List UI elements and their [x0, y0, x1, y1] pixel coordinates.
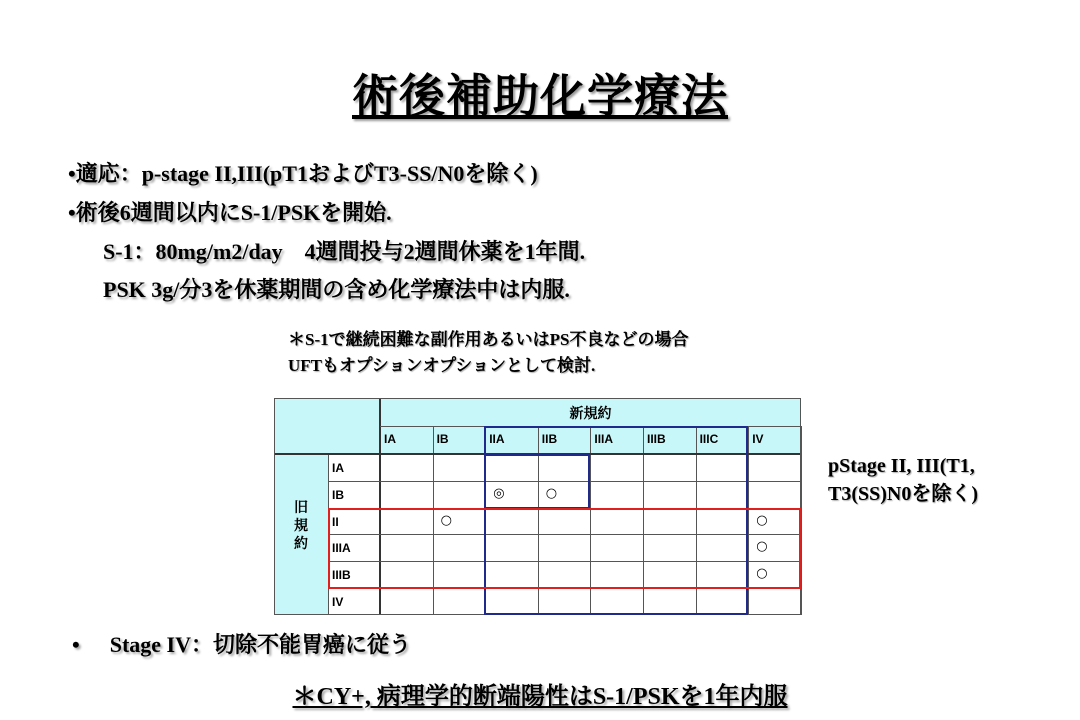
- old-header-label: 旧規約: [294, 499, 308, 551]
- note-line-1: ＊S-1で継続困難な副作用あるいはPS不良などの場合: [288, 330, 689, 349]
- new-header-label: 新規約: [569, 405, 612, 421]
- note-line-2: UFTもオプションオプションとして検討.: [288, 356, 596, 375]
- row-header: IIIB: [332, 568, 351, 583]
- grid-vline: [801, 426, 802, 615]
- stage-iv-text: Stage IV：切除不能胃癌に従う: [109, 632, 411, 657]
- table-cell-mark: ○: [756, 566, 768, 582]
- red-frame-old-ii-iii: [328, 508, 801, 589]
- stage-iv-bullet: •: [72, 632, 80, 657]
- row-header: IA: [332, 461, 344, 475]
- row-header: IIIA: [332, 541, 351, 556]
- blue-frame-ib-ii: [484, 454, 590, 509]
- table-cell-mark: ○: [756, 512, 768, 528]
- column-header: IB: [436, 432, 449, 446]
- psk-dosage: PSK 3g/分3を休薬期間の含め化学療法中は内服.: [103, 277, 570, 302]
- column-header: IV: [752, 432, 764, 446]
- table-cell-mark: ○: [756, 539, 768, 555]
- row-header: II: [332, 514, 339, 529]
- side-note-line-1: pStage II, III(T1,: [828, 455, 975, 477]
- column-header: IIIA: [594, 432, 614, 446]
- row-header: IV: [332, 595, 344, 609]
- page-title: 術後補助化学療法: [352, 71, 728, 122]
- side-note: [828, 452, 978, 508]
- row-header: IB: [332, 487, 344, 502]
- bottom-note: ＊CY+, 病理学的断端陽性はS-1/PSKを1年内服: [292, 684, 788, 710]
- table-cell-mark: ○: [440, 512, 452, 528]
- column-header: IIA: [489, 432, 505, 446]
- column-header: IA: [384, 432, 396, 446]
- bullet-start: •術後6週間以内にS-1/PSKを開始.: [68, 200, 392, 225]
- bullet-indication: •適応：p-stage II,III(pT1およびT3-SS/N0を除く): [68, 161, 538, 186]
- side-note-line-2: T3(SS)N0を除く): [828, 483, 979, 505]
- s1-dosage: S-1：80mg/m2/day 4週間投与2週間休薬を1年間.: [103, 239, 586, 264]
- stage-iv-line: [72, 628, 411, 659]
- table-cell-mark: ○: [545, 485, 558, 501]
- column-header: IIIB: [647, 432, 666, 446]
- table-cell-mark: ◎: [493, 485, 505, 501]
- column-header: IIB: [541, 432, 558, 446]
- column-header: IIIC: [699, 432, 719, 446]
- stage-conversion-table: [274, 398, 801, 615]
